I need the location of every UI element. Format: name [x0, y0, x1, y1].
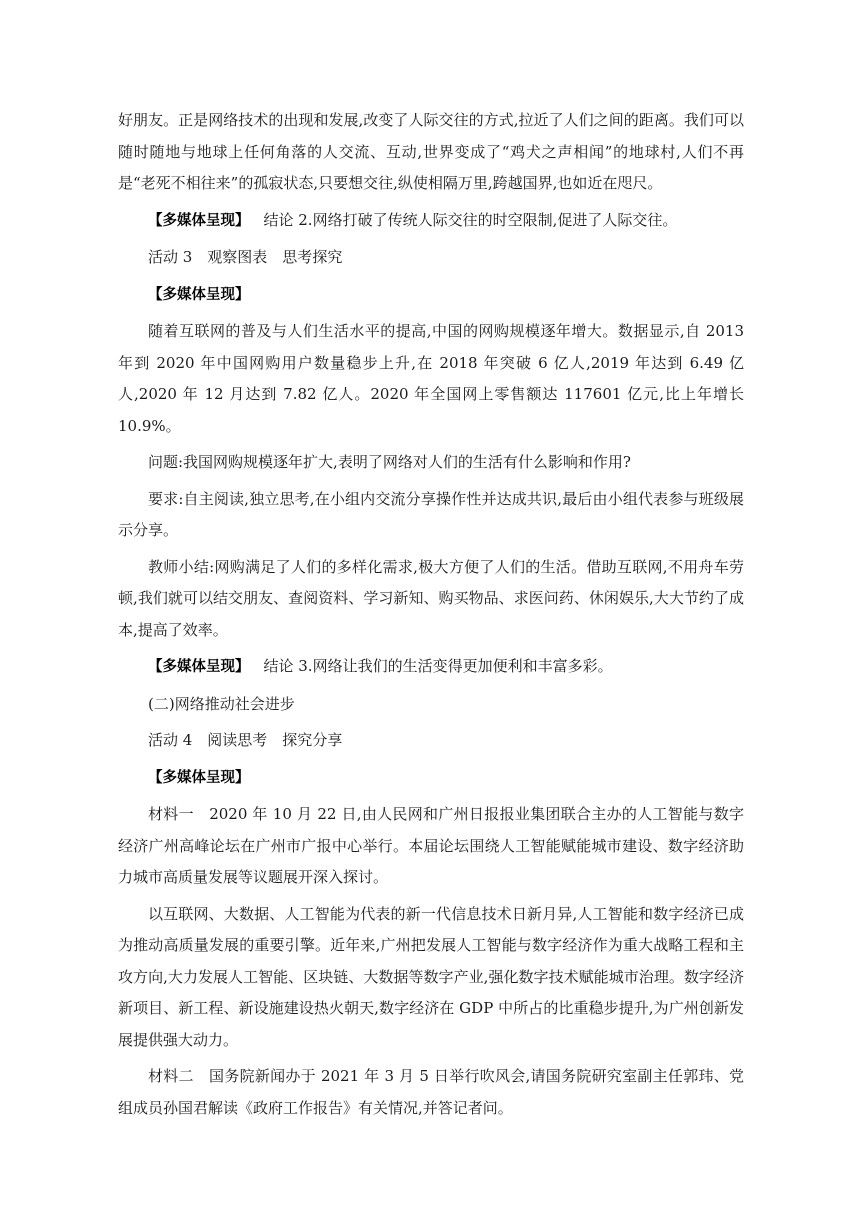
- conclusion-3-text: 结论 3.网络让我们的生活变得更加便利和丰富多彩。: [263, 657, 613, 675]
- multimedia-tag-line: [118, 279, 744, 312]
- activity-4-heading: 活动 4 阅读思考 探究分享: [148, 731, 343, 749]
- conclusion-3-paragraph: [118, 651, 744, 684]
- question-paragraph: 问题:我国网购规模逐年扩大,表明了网络对人们的生活有什么影响和作用?: [148, 453, 631, 471]
- multimedia-tag: 【多媒体呈现】: [148, 212, 250, 229]
- online-shopping-data-paragraph: 随着互联网的普及与人们生活水平的提高,中国的网购规模逐年增大。数据显示,自 2013 年到 2020 年中国网购用户数量稳步上升,在 2018 年突破 6 亿人,2019 年达到 6.49 亿人,2020 年 12 月达到 7.82 亿人。2020 年全国网上零售额达 117601 亿元,比上年增长 10.9%。: [118, 322, 744, 435]
- multimedia-tag-line: [118, 762, 744, 795]
- document-body: [118, 105, 744, 1124]
- activity-3-heading: 活动 3 观察图表 思考探究: [148, 248, 343, 266]
- requirement-paragraph: 要求:自主阅读,独立思考,在小组内交流分享操作性并达成共识,最后由小组代表参与班级展示分享。: [118, 489, 744, 539]
- digital-economy-paragraph: 以互联网、大数据、人工智能为代表的新一代信息技术日新月异,人工智能和数字经济已成为推动高质量发展的重要引擎。近年来,广州把发展人工智能与数字经济作为重大战略工程和主攻方向,大力发展人工智能、区块链、大数据等数字产业,强化数字技术赋能城市治理。数字经济新项目、新工程、新设施建设热火朝天,数字经济在 GDP 中所占的比重稳步提升,为广州创新发展提供强大动力。: [118, 904, 744, 1049]
- paragraph-continuation: 好朋友。正是网络技术的出现和发展,改变了人际交往的方式,拉近了人们之间的距离。我们可以随时随地与地球上任何角落的人交流、互动,世界变成了“鸡犬之声相闻”的地球村,人们不再是“老死不相往来”的孤寂状态,只要想交往,纵使相隔万里,跨越国界,也如近在咫尺。: [118, 111, 744, 192]
- conclusion-2-paragraph: [118, 205, 744, 238]
- teacher-summary-paragraph: 教师小结:网购满足了人们的多样化需求,极大方便了人们的生活。借助互联网,不用舟车劳顿,我们就可以结交朋友、查阅资料、学习新知、购买物品、求医问药、休闲娱乐,大大节约了成本,提高了效率。: [118, 557, 744, 639]
- conclusion-2-text: 结论 2.网络打破了传统人际交往的时空限制,促进了人际交往。: [263, 210, 678, 229]
- material-1-paragraph: 材料一 2020 年 10 月 22 日,由人民网和广州日报报业集团联合主办的人工智能与数字经济广州高峰论坛在广州市广报中心举行。本届论坛围绕人工智能赋能城市建设、数字经济助力城市高质量发展等议题展开深入探讨。: [118, 805, 744, 886]
- section-heading: (二)网络推动社会进步: [148, 694, 295, 713]
- material-2-paragraph: 材料二 国务院新闻办于 2021 年 3 月 5 日举行吹风会,请国务院研究室副主任郭玮、党组成员孙国君解读《政府工作报告》有关情况,并答记者问。: [118, 1067, 744, 1117]
- multimedia-tag: 【多媒体呈现】: [148, 659, 250, 675]
- multimedia-tag: 【多媒体呈现】: [148, 769, 250, 786]
- multimedia-tag: 【多媒体呈现】: [148, 286, 250, 303]
